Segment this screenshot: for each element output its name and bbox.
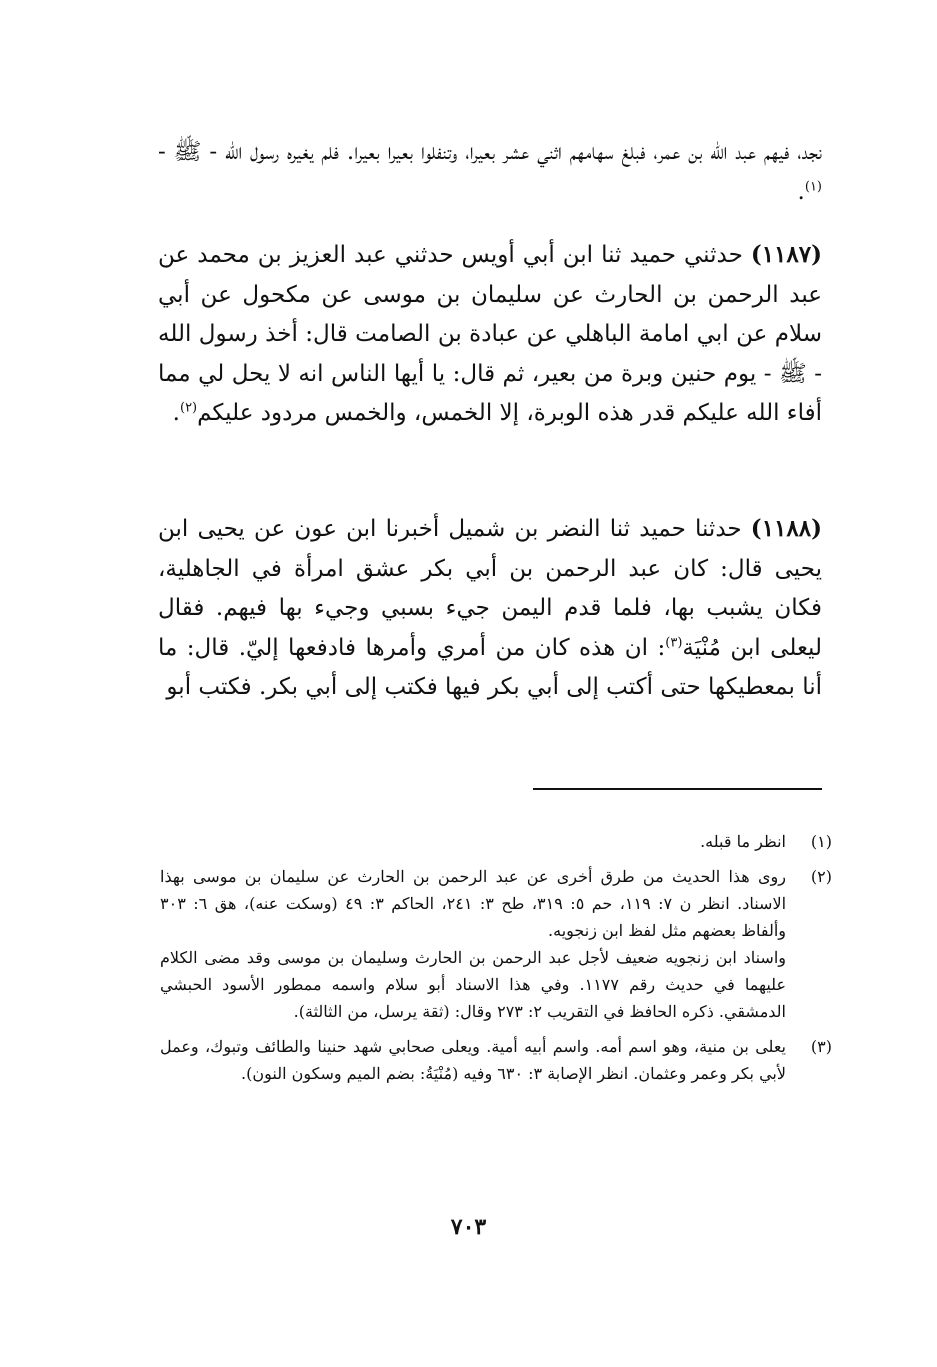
paragraph-end: . [797,178,805,205]
footnote-1 [160,828,832,855]
paragraph-body-before-note: حدثنا حميد ثنا النضر بن شميل أخبرنا ابن عون عن يحيى ابن يحيى قال: كان عبد الرحمن بن أبي بكر عشق امرأة في الجاهلية، فكان يشبب بها، فلما قدم اليمن جيء بسبي وجيء بها فيهم. فقال ليعلى ابن مُنْيَة [158,516,822,661]
footnote-text: يعلى بن منية، وهو اسم أمه. واسم أبيه أمية. ويعلى صحابي شهد حنينا والطائف وتبوك، وعمل لأبي بكر وعمر وعثمان. انظر الإصابة ٣: ٦٣٠ وفيه (مُنْيَةُ: بضم الميم وسكون النون). [160,1037,786,1083]
paragraph-body-after-note: : ان هذه كان من أمري وأمرها فادفعها إليّ. قال: ما أنا بمعطيكها حتى أكتب إلى أبي بكر فيها فكتب إلى أبي بكر. فكتب أبو [158,634,822,700]
paragraph-text [158,133,822,212]
footnote-text: روى هذا الحديث من طرق أخرى عن عبد الرحمن بن الحارث عن سليمان بن موسى بهذا الاسناد. انظر ن ٧: ١١٩، حم ٥: ٣١٩، طح ٣: ٢٤١، الحاكم ٣: ٤٩ (وسكت عنه)، هق ٦: ٣٠٣ وألفاظ بعضهم مثل لفظ ابن زنجويه. [160,867,787,940]
footnote-text: واسناد ابن زنجويه ضعيف لأجل عبد الرحمن بن الحارث وسليمان بن موسى وقد مضى الكلام عليهما في حديث رقم ١١٧٧. وفي هذا الاسناد أبو سلام واسمه ممطور الأسود الحبشي الدمشقي. ذكره الحافظ في التقريب ٢: ٢٧٣ وقال: (ثقة يرسل، من الثالثة). [160,948,786,1021]
footnote-2 [160,863,832,1025]
hadith-1188 [158,509,822,708]
footnote-body [160,863,786,1025]
footnote-body [160,828,786,855]
footnote-ref-3: (٣) [665,634,683,650]
paragraph-body: نجد، فيهم عبد الله بن عمر، فبلغ سهامهم اثني عشر بعيرا، وتنفلوا بعيرا بعيرا. فلم يغيره رسول الله - ﷺ - [158,139,822,165]
hadith-number: (١١٨٨) [750,515,822,542]
hadith-number: (١١٨٧) [750,241,823,268]
paragraph-text [158,509,822,708]
footnote-marker: (٢) [810,867,832,886]
footnote-ref-2: (٢) [179,400,198,416]
paragraph-text [158,235,822,434]
footnote-3 [160,1033,832,1087]
footnote-marker: (٣) [810,1037,832,1056]
paragraph-end: . [172,400,180,426]
footnote-separator [533,788,822,790]
footnote-marker: (١) [810,832,832,851]
paragraph-continuation [158,133,822,212]
footnote-text: انظر ما قبله. [700,832,786,851]
footnote-ref-1: (١) [804,178,822,194]
paragraph-body: حدثني حميد ثنا ابن أبي أويس حدثني عبد العزيز بن محمد عن عبد الرحمن بن الحارث عن سليمان بن موسى عن مكحول عن أبي سلام عن ابي امامة الباهلي عن عبادة بن الصامت قال: أخذ رسول الله - ﷺ - يوم حنين وبرة من بعير، ثم قال: يا أيها الناس انه لا يحل لي مما أفاء الله عليكم قدر هذه الوبرة، إلا الخمس، والخمس مردود عليكم [158,242,822,426]
page-number: ٧٠٣ [450,1214,487,1240]
hadith-1187 [158,235,822,434]
footnote-body [160,1033,786,1087]
footnotes [160,828,832,1095]
